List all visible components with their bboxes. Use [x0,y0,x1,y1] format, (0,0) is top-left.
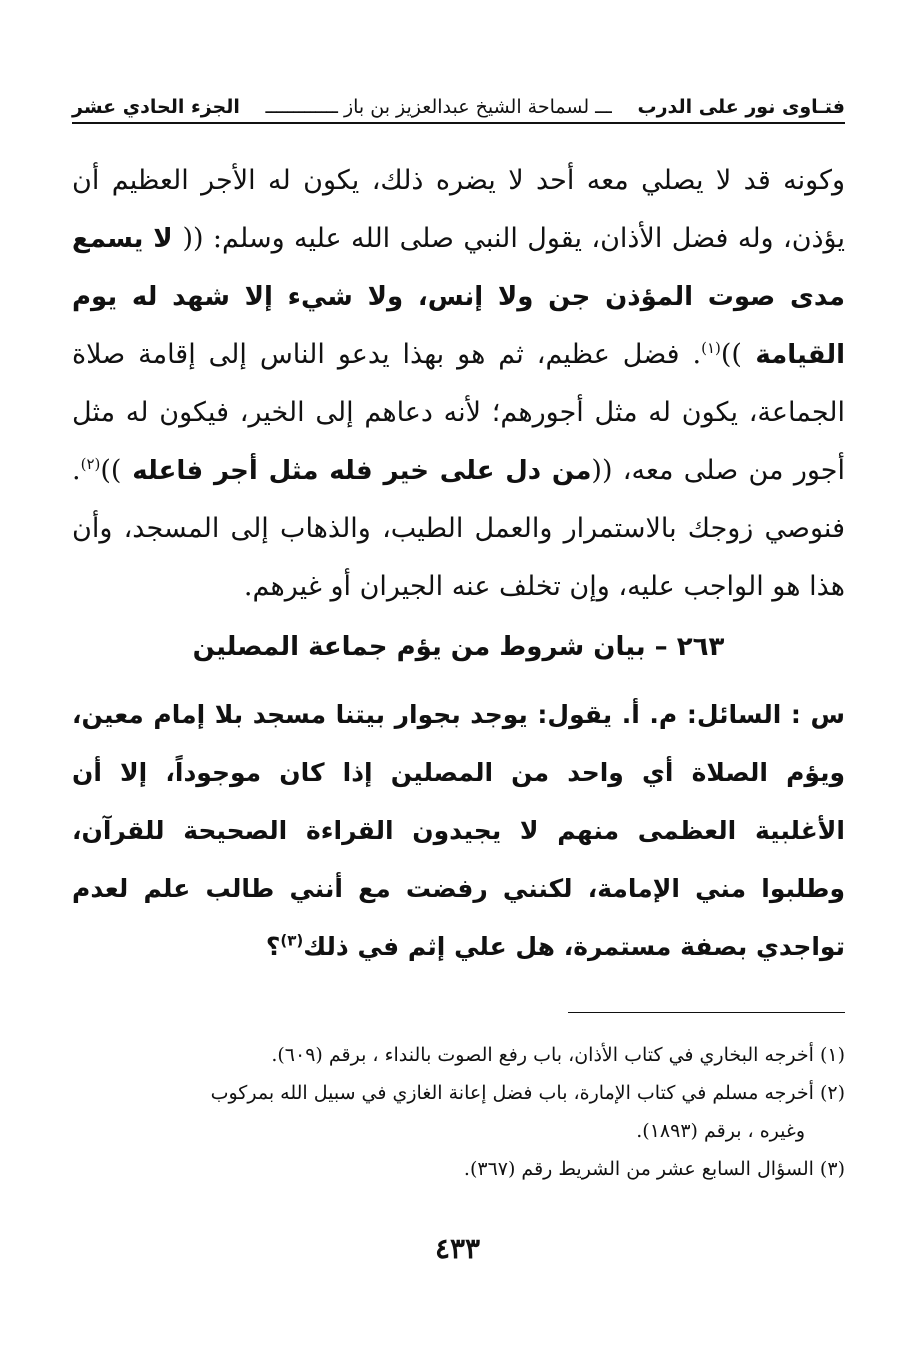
answer-paragraph [72,152,845,616]
footnote-3: (٣) السؤال السابع عشر من الشريط رقم (٣٦٧). [463,1158,845,1180]
footnote-ref-2: (٢) [80,455,101,473]
answer-text-4: )) [100,455,122,486]
answer-text-5: . فنوصي زوجك بالاستمرار والعمل الطيب، والذهاب إلى المسجد، وأن هذا هو الواجب عليه، وإن تخلف عنه الجيران أو غيرهم. [72,455,845,602]
header-author: ـــ لسماحة الشيخ عبدالعزيز بن باز ـــــــــــــ [265,96,612,118]
question-prefix: س : [781,700,845,729]
header-book-title: فتـاوى نور على الدرب [637,96,845,118]
question-mark: ؟ [265,932,281,961]
header-volume: الجزء الحادي عشر [72,96,240,118]
footnote-ref-1: (١) [701,339,721,357]
footnote-1: (١) أخرجه البخاري في كتاب الأذان، باب رفع الصوت بالنداء ، برقم (٦٠٩). [271,1044,845,1066]
hadith-quote-2: من دل على خير فله مثل أجر فاعله [121,456,592,486]
question-text: السائل: م. أ. يقول: يوجد بجوار بيتنا مسجد بلا إمام معين، ويؤم الصلاة أي واحد من المصلين إذا كان موجوداً، إلا أن الأغلبية العظمى منهم لا يجيدون القراءة الصحيحة للقرآن، وطلبوا مني الإمامة، لكنني رفضت مع أنني طالب علم لعدم تواجدي بصفة مستمرة، هل علي إثم في ذلك [72,700,845,961]
running-header [72,84,845,124]
footnote-2-line-1: (٢) أخرجه مسلم في كتاب الإمارة، باب فضل إعانة الغازي في سبيل الله بمركوب [210,1082,845,1104]
section-heading: ٢٦٣ – بيان شروط من يؤم جماعة المصلين [192,632,725,662]
footnotes [72,1036,845,1188]
footnote-2-line-2: وغيره ، برقم (١٨٩٣). [636,1120,805,1142]
answer-text-3: . فضل عظيم، ثم هو بهذا يدعو الناس إلى إقامة صلاة الجماعة، يكون له مثل أجورهم؛ لأنه دعاهم إلى الخير، فيكون له مثل أجور من صلى معه، (( [72,339,845,486]
answer-text-1: وكونه قد لا يصلي معه أحد لا يضره ذلك، يكون له الأجر العظيم أن يؤذن، وله فضل الأذان، يقول النبي صلى الله عليه وسلم: (( [72,165,846,254]
answer-text-2: )) [720,339,742,370]
question-paragraph [72,686,845,976]
footnote-ref-3: (٣) [280,931,304,950]
page-number: ٤٣٣ [434,1232,481,1265]
footnote-divider [568,1012,845,1013]
hadith-quote-1: لا يسمع مدى صوت المؤذن جن ولا إنس، ولا شيء إلا شهد له يوم القيامة [72,224,845,370]
